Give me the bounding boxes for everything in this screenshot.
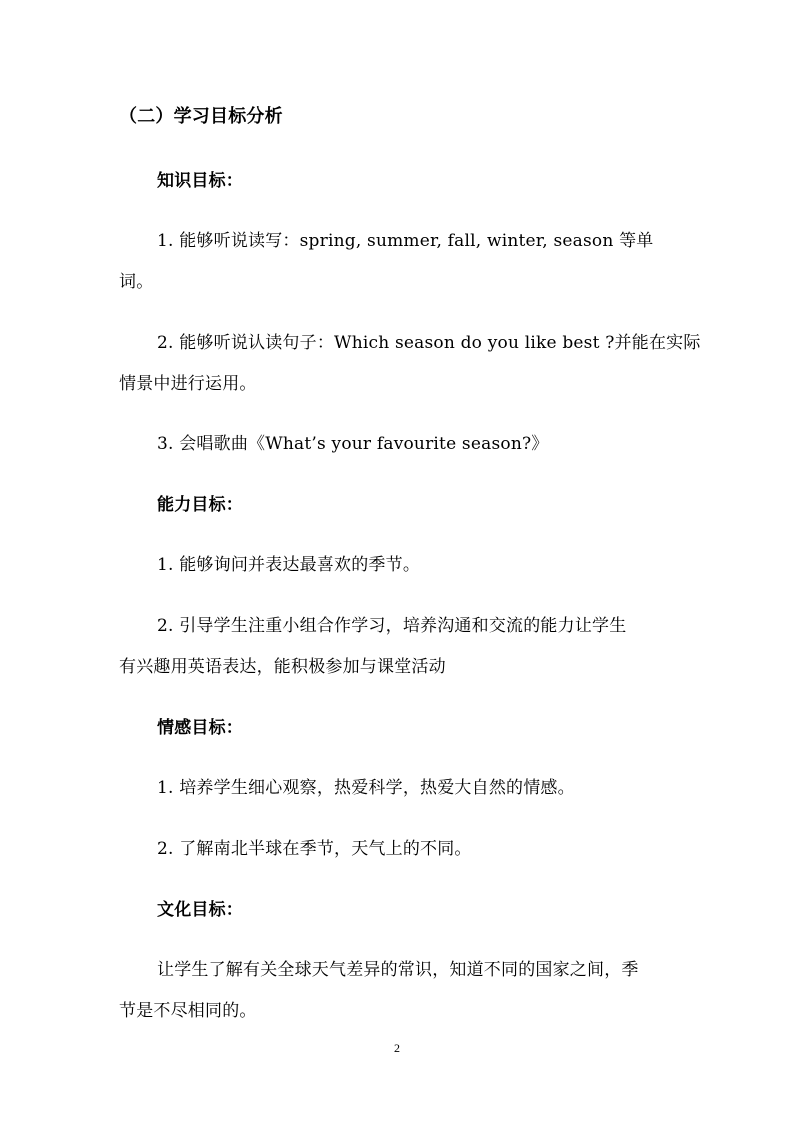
knowledge-item-1-line-1: 1. 能够听说读写：spring, summer, fall, winter, season 等单 [157, 231, 654, 251]
ability-item-2-line-1: 2. 引导学生注重小组合作学习，培养沟通和交流的能力让学生 [157, 616, 627, 636]
ability-item-2-line-2: 有兴趣用英语表达，能积极参加与课堂活动 [119, 657, 446, 677]
culture-paragraph-line-1: 让学生了解有关全球天气差异的常识，知道不同的国家之间，季 [157, 960, 639, 980]
ability-item-1: 1. 能够询问并表达最喜欢的季节。 [157, 555, 421, 575]
emotion-heading: 情感目标： [157, 718, 243, 738]
knowledge-heading: 知识目标： [157, 171, 243, 191]
page-number: 2 [394, 1041, 400, 1055]
culture-heading: 文化目标： [157, 900, 243, 920]
ability-heading: 能力目标： [157, 495, 243, 515]
knowledge-item-2-line-2: 情景中进行运用。 [119, 374, 257, 394]
emotion-item-1: 1. 培养学生细心观察，热爱科学，热爱大自然的情感。 [157, 778, 575, 798]
section-title: （二）学习目标分析 [119, 106, 283, 127]
emotion-item-2: 2. 了解南北半球在季节，天气上的不同。 [157, 839, 472, 859]
knowledge-item-3: 3. 会唱歌曲《What’s your favourite season?》 [157, 434, 549, 454]
knowledge-item-2-line-1: 2. 能够听说认读句子：Which season do you like best ?并能在实际 [157, 333, 701, 353]
culture-paragraph-line-2: 节是不尽相同的。 [119, 1001, 257, 1021]
knowledge-item-1-line-2: 词。 [119, 272, 154, 292]
